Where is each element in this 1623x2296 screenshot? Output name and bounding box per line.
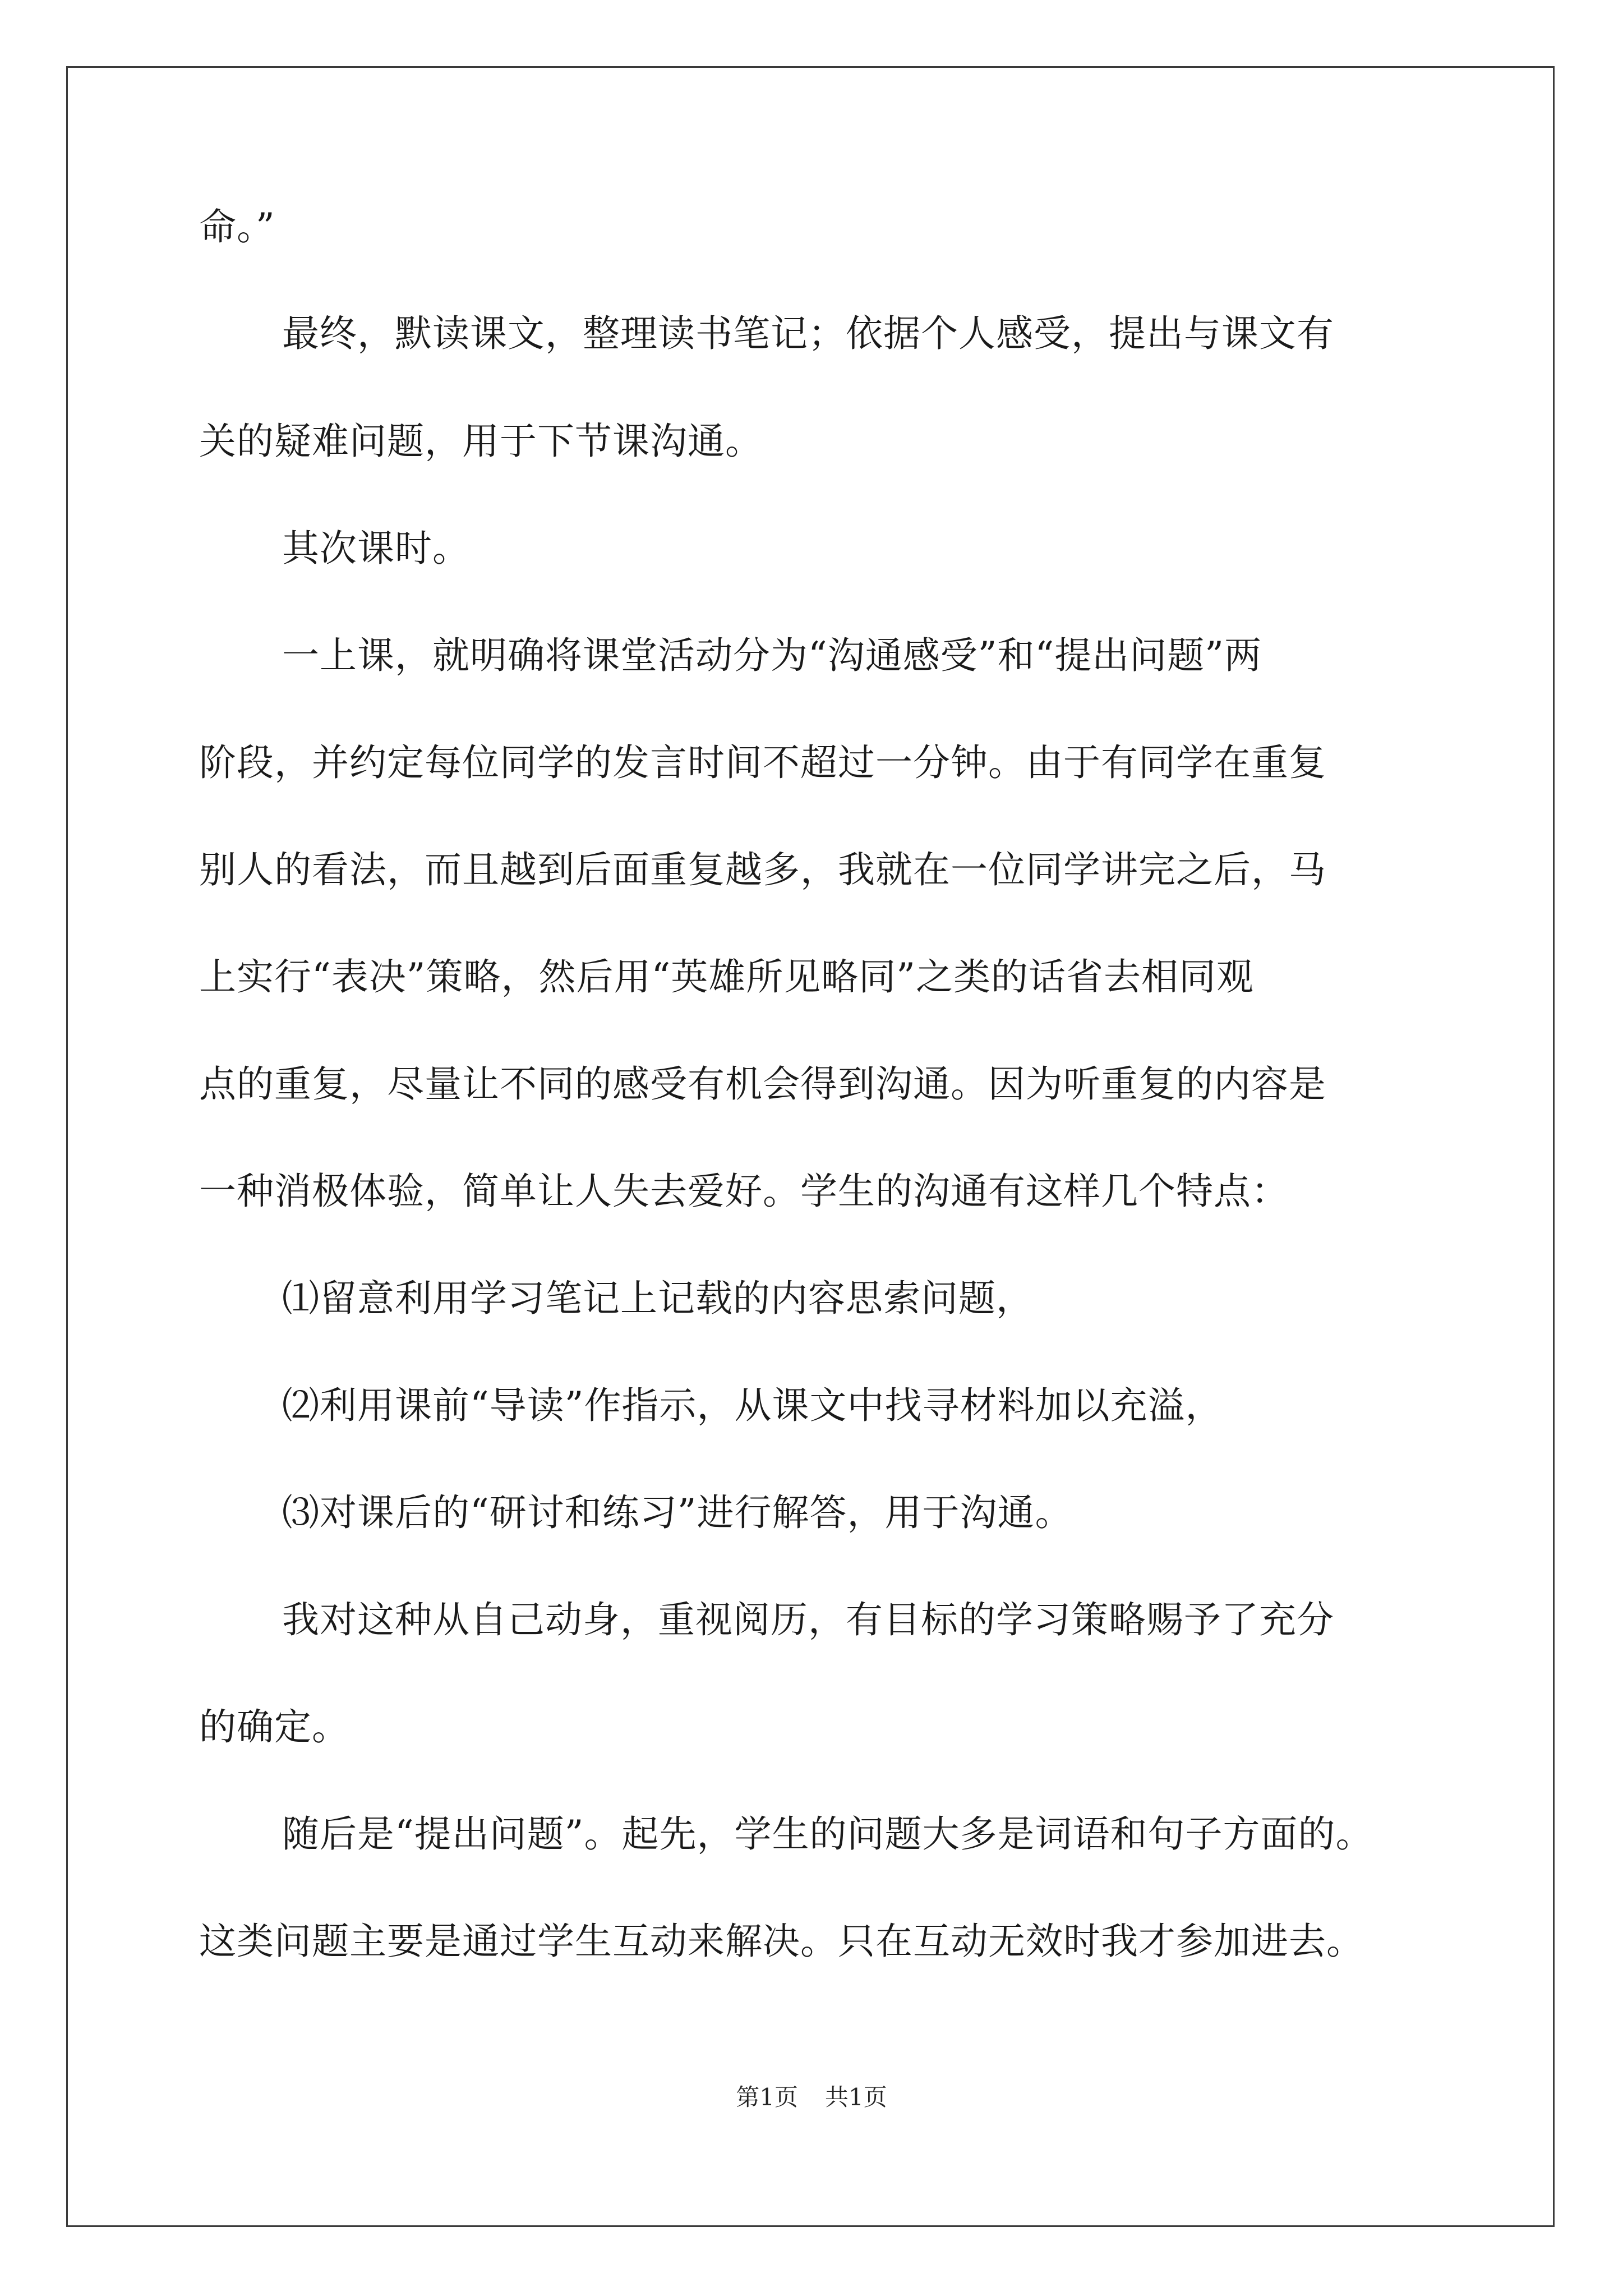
text-line: 随后是“提出问题”。起先，学生的问题大多是词语和句子方面的。 bbox=[282, 1812, 1373, 1856]
text-line: 一种消极体验，简单让人失去爱好。学生的沟通有这样几个特点： bbox=[199, 1170, 1289, 1213]
page-number: 第1页 bbox=[736, 2083, 798, 2111]
text-line: 其次课时。 bbox=[282, 527, 470, 570]
text-line: 这类问题主要是通过学生互动来解决。只在互动无效时我才参加进去。 bbox=[199, 1920, 1364, 1963]
text-line: ⑵利用课前“导读”作指示，从课文中找寻材料加以充溢， bbox=[282, 1384, 1223, 1427]
text-line: 关的疑难问题，用于下节课沟通。 bbox=[199, 420, 763, 463]
text-line: 上实行“表决”策略，然后用“英雄所见略同”之类的话省去相同观 bbox=[199, 955, 1254, 999]
text-line: 命。” bbox=[199, 205, 275, 249]
text-line: 最终，默读课文，整理读书笔记；依据个人感受，提出与课文有 bbox=[282, 312, 1334, 355]
text-line: 别人的看法，而且越到后面重复越多，我就在一位同学讲完之后，马 bbox=[199, 848, 1326, 891]
text-line: 阶段，并约定每位同学的发言时间不超过一分钟。由于有同学在重复 bbox=[199, 741, 1326, 784]
page-total: 共1页 bbox=[825, 2083, 887, 2111]
text-line: 一上课，就明确将课堂活动分为“沟通感受”和“提出问题”两 bbox=[282, 634, 1262, 677]
page-footer bbox=[0, 2083, 1623, 2111]
text-line: 点的重复，尽量让不同的感受有机会得到沟通。因为听重复的内容是 bbox=[199, 1062, 1326, 1106]
text-line: ⑶对课后的“研讨和练习”进行解答，用于沟通。 bbox=[282, 1491, 1073, 1534]
page-border bbox=[66, 66, 1555, 2227]
text-line: 的确定。 bbox=[199, 1705, 349, 1749]
text-line: ⑴留意利用学习笔记上记载的内容思索问题， bbox=[282, 1277, 1034, 1320]
text-line: 我对这种从自己动身，重视阅历，有目标的学习策略赐予了充分 bbox=[282, 1598, 1334, 1641]
